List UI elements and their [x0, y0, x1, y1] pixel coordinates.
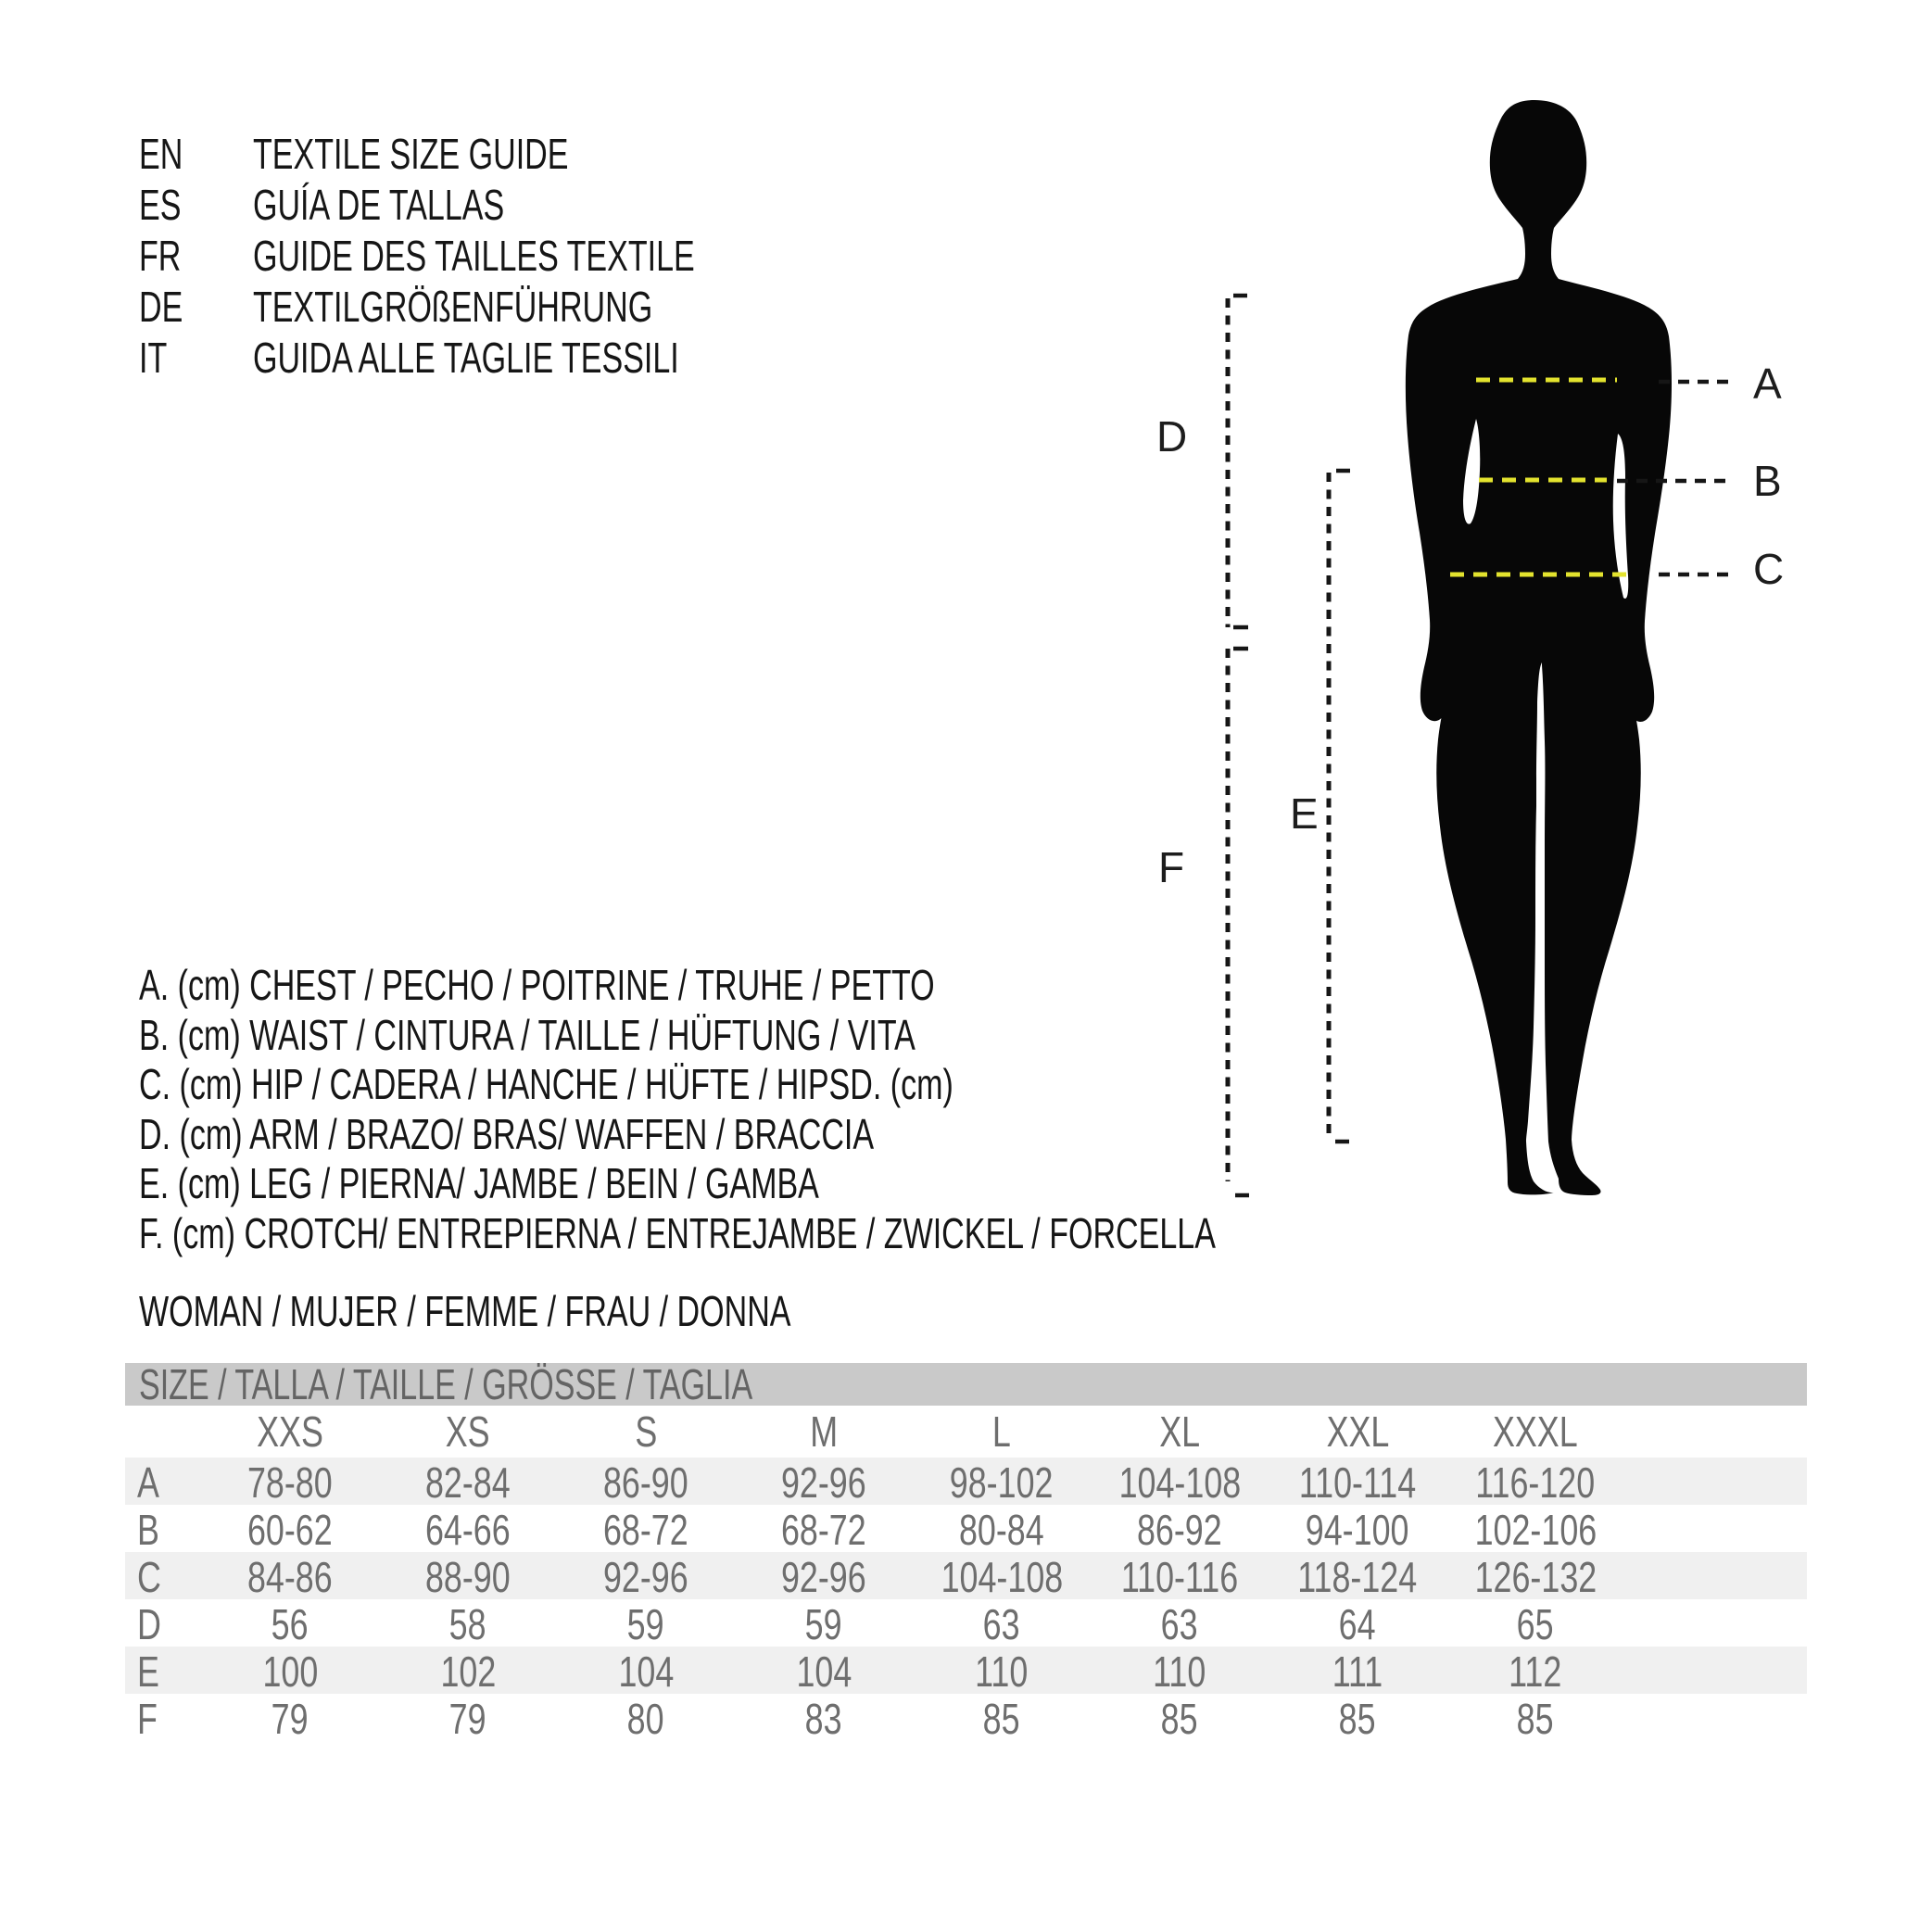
value-cell: 79 [271, 1695, 309, 1743]
value-cell: 92-96 [603, 1553, 688, 1601]
size-col-s: S [635, 1407, 657, 1456]
value-cell: 60-62 [247, 1506, 333, 1554]
value-cell: 88-90 [425, 1553, 511, 1601]
value-cell: 104 [618, 1647, 674, 1696]
value-cell: 85 [1517, 1695, 1554, 1743]
value-cell: 64 [1339, 1600, 1376, 1648]
table-row-crotch [125, 1694, 1807, 1741]
value-cell: 68-72 [781, 1506, 866, 1554]
value-cell: 86-90 [603, 1458, 688, 1507]
value-cell: 63 [1161, 1600, 1198, 1648]
lang-title: GUIDA ALLE TAGLIE TESSILI [253, 334, 679, 382]
value-cell: 80 [627, 1695, 664, 1743]
value-cell: 92-96 [781, 1553, 866, 1601]
value-cell: 98-102 [950, 1458, 1054, 1507]
value-cell: 56 [271, 1600, 309, 1648]
size-col-l: L [992, 1407, 1011, 1456]
size-col-m: M [810, 1407, 838, 1456]
value-cell: 85 [983, 1695, 1020, 1743]
lang-code: DE [139, 283, 183, 331]
value-cell: 92-96 [781, 1458, 866, 1507]
value-cell: 116-120 [1475, 1458, 1596, 1507]
value-cell: 104-108 [941, 1553, 1063, 1601]
marker-hip: C [1753, 545, 1785, 593]
value-cell: 64-66 [425, 1506, 511, 1554]
value-cell: 85 [1161, 1695, 1198, 1743]
size-header-row [125, 1406, 1807, 1458]
size-col-xxxl: XXXL [1493, 1407, 1578, 1456]
table-row-leg [125, 1647, 1807, 1694]
row-key: B [137, 1506, 159, 1554]
value-cell: 68-72 [603, 1506, 688, 1554]
size-table [125, 1360, 1807, 1743]
value-cell: 58 [449, 1600, 486, 1648]
definition-chest [139, 961, 1594, 1011]
value-cell: 65 [1517, 1600, 1554, 1648]
measurement-definitions [139, 961, 1594, 1258]
marker-arm: D [1156, 412, 1188, 461]
value-cell: 100 [262, 1647, 318, 1696]
value-cell: 85 [1339, 1695, 1376, 1743]
gender-line [139, 1286, 1020, 1336]
value-cell: 102 [440, 1647, 496, 1696]
value-cell: 83 [805, 1695, 842, 1743]
lang-code: IT [139, 334, 168, 382]
definition-arm [139, 1110, 1594, 1160]
lang-title: TEXTILGRÖßENFÜHRUNG [253, 283, 653, 331]
value-cell: 112 [1509, 1647, 1562, 1696]
value-cell: 79 [449, 1695, 486, 1743]
table-row-arm [125, 1599, 1807, 1647]
table-row-waist [125, 1505, 1807, 1552]
definition-leg [139, 1159, 1594, 1209]
definition-crotch [139, 1209, 1594, 1259]
size-col-xl: XL [1159, 1407, 1200, 1456]
definition-text: A. (cm) CHEST / PECHO / POITRINE / TRUHE / PETTO [139, 961, 935, 1009]
row-key: D [137, 1600, 161, 1648]
lang-code: ES [139, 181, 182, 229]
value-cell: 118-124 [1297, 1553, 1418, 1601]
row-key: F [137, 1695, 158, 1743]
value-cell: 63 [983, 1600, 1020, 1648]
marker-waist: B [1753, 457, 1782, 505]
value-cell: 126-132 [1474, 1553, 1597, 1601]
row-key: C [137, 1553, 161, 1601]
value-cell: 102-106 [1474, 1506, 1597, 1554]
value-cell: 104-108 [1118, 1458, 1241, 1507]
lang-code: EN [139, 130, 183, 178]
value-cell: 59 [627, 1600, 664, 1648]
marker-leg: E [1290, 789, 1319, 838]
gender-text: WOMAN / MUJER / FEMME / FRAU / DONNA [139, 1287, 791, 1335]
size-col-xxs: XXS [257, 1407, 323, 1456]
value-cell: 94-100 [1306, 1506, 1409, 1554]
table-row-hip [125, 1552, 1807, 1599]
value-cell: 104 [796, 1647, 852, 1696]
lang-code: FR [139, 232, 182, 280]
value-cell: 84-86 [247, 1553, 333, 1601]
value-cell: 110-116 [1120, 1553, 1239, 1601]
lang-title: GUIDE DES TAILLES TEXTILE [253, 232, 695, 280]
value-cell: 78-80 [247, 1458, 333, 1507]
definition-text: C. (cm) HIP / CADERA / HANCHE / HÜFTE / HIPSD. (cm) [139, 1060, 953, 1108]
definition-waist [139, 1011, 1594, 1061]
value-cell: 80-84 [959, 1506, 1044, 1554]
definition-text: D. (cm) ARM / BRAZO/ BRAS/ WAFFEN / BRACCIA [139, 1109, 875, 1158]
value-cell: 82-84 [425, 1458, 511, 1507]
size-col-xs: XS [446, 1407, 490, 1456]
value-cell: 110 [975, 1647, 1029, 1696]
value-cell: 59 [805, 1600, 842, 1648]
size-col-xxl: XXL [1326, 1407, 1389, 1456]
value-cell: 110-114 [1298, 1458, 1417, 1507]
value-cell: 110 [1153, 1647, 1206, 1696]
row-key: E [137, 1647, 159, 1696]
value-cell: 86-92 [1137, 1506, 1222, 1554]
marker-chest: A [1753, 360, 1782, 408]
definition-text: F. (cm) CROTCH/ ENTREPIERNA / ENTREJAMBE / ZWICKEL / FORCELLA [139, 1208, 1216, 1257]
definition-text: B. (cm) WAIST / CINTURA / TAILLE / HÜFTUNG / VITA [139, 1010, 915, 1059]
lang-title: GUÍA DE TALLAS [253, 181, 505, 229]
marker-crotch: F [1158, 843, 1185, 891]
lang-title: TEXTILE SIZE GUIDE [253, 130, 569, 178]
row-key: A [137, 1458, 159, 1507]
table-row-chest [125, 1458, 1807, 1505]
table-header-bar [125, 1360, 1807, 1408]
table-header-text: SIZE / TALLA / TAILLE / GRÖSSE / TAGLIA [139, 1360, 753, 1408]
definition-hip [139, 1060, 1594, 1110]
definition-text: E. (cm) LEG / PIERNA/ JAMBE / BEIN / GAMBA [139, 1159, 819, 1207]
value-cell: 111 [1332, 1647, 1383, 1696]
